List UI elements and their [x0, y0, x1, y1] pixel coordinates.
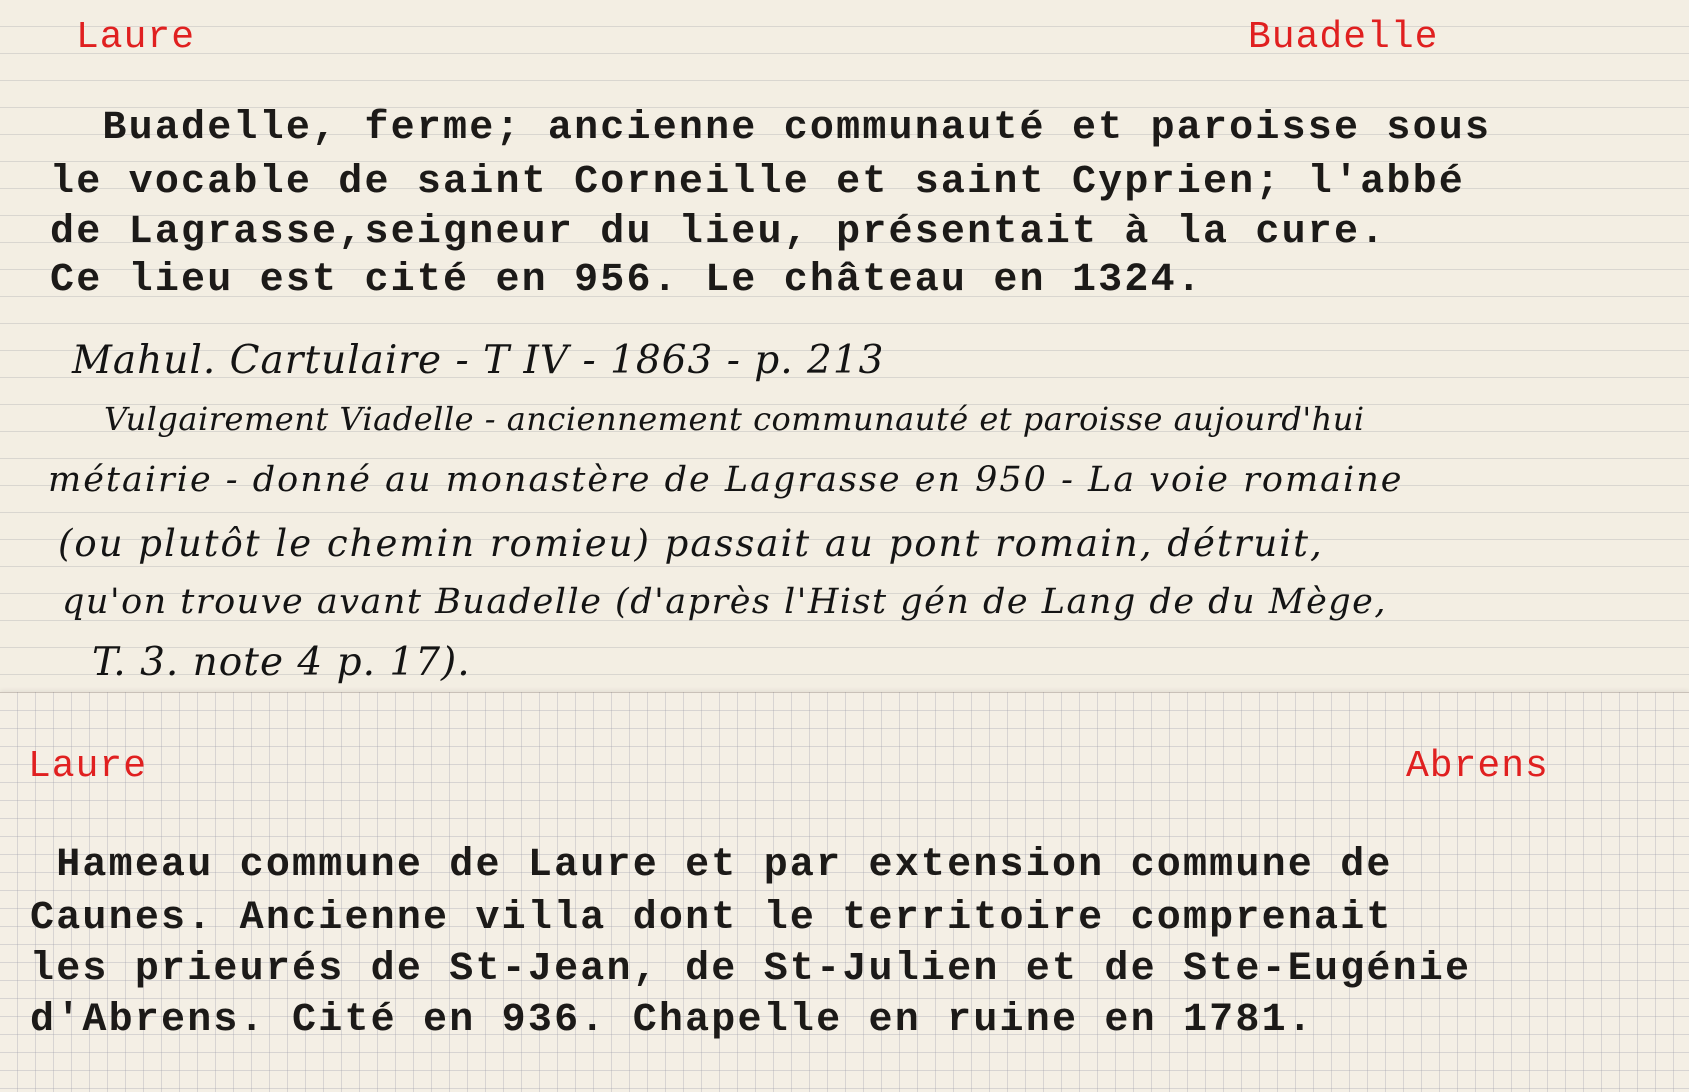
card-location-heading: Laure — [76, 16, 196, 59]
handwritten-note-line: qu'on trouve avant Buadelle (d'après l'Hist gén de Lang de du Mège, — [62, 582, 1388, 622]
handwritten-note-line: T. 3. note 4 p. 17). — [92, 640, 471, 685]
handwritten-note-line: métairie - donné au monastère de Lagrasse en 950 - La voie romaine — [48, 460, 1404, 500]
typed-line: Caunes. Ancienne villa dont le territoire comprenait — [30, 896, 1393, 941]
typed-line: Ce lieu est cité en 956. Le château en 1324. — [50, 258, 1203, 303]
handwritten-note-line: (ou plutôt le chemin romieu) passait au pont romain, détruit, — [58, 522, 1324, 565]
handwritten-note-line: Vulgairement Viadelle - anciennement communauté et paroisse aujourd'hui — [104, 400, 1365, 438]
index-card-abrens — [0, 692, 1689, 1092]
card-place-heading: Buadelle — [1248, 16, 1439, 59]
handwritten-source-note: Mahul. Cartulaire - T IV - 1863 - p. 213 — [72, 338, 885, 383]
typed-line: d'Abrens. Cité en 936. Chapelle en ruine en 1781. — [30, 998, 1314, 1043]
typed-line: les prieurés de St-Jean, de St-Julien et de Ste-Eugénie — [30, 947, 1472, 992]
typed-line: le vocable de saint Corneille et saint Cyprien; l'abbé — [50, 160, 1466, 205]
card-place-heading: Abrens — [1406, 745, 1549, 788]
typed-line: Buadelle, ferme; ancienne communauté et paroisse sous — [50, 106, 1492, 151]
typed-line: de Lagrasse,seigneur du lieu, présentait à la cure. — [50, 210, 1387, 255]
card-location-heading: Laure — [28, 745, 148, 788]
typed-line: Hameau commune de Laure et par extension commune de — [30, 843, 1393, 888]
